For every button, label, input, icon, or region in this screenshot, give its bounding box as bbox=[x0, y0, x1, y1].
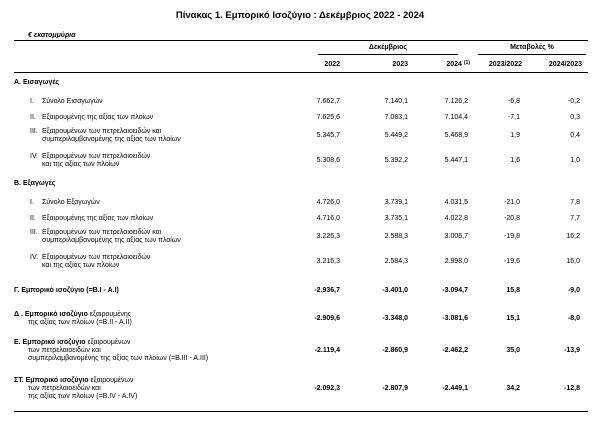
column-header-2024 bbox=[420, 61, 470, 68]
row-label: III. Εξαιρουμένων των πετρελαιοειδών και bbox=[30, 229, 162, 236]
col-2024-footnote: (1) bbox=[463, 60, 470, 66]
cell-2023: 7.083,1 bbox=[384, 114, 408, 121]
cell-2023: 3.739,1 bbox=[384, 199, 408, 206]
balance-label: Γ. Εμπορικό ισοζύγιο (=B.I - A.I) bbox=[14, 287, 119, 294]
cell-chg2: 7,7 bbox=[570, 215, 580, 222]
cell-2024: 4.031,5 bbox=[444, 199, 468, 206]
row-label-line2: και της αξίας των πλοίων bbox=[42, 161, 120, 168]
cell-2024: 7.104,4 bbox=[444, 114, 468, 121]
cell-chg2: 0,4 bbox=[570, 132, 580, 139]
cell-2022: 3.226,3 bbox=[316, 233, 340, 240]
cell-2022: 4.716,0 bbox=[316, 215, 340, 222]
section-exports: Β. Εξαγωγές bbox=[14, 180, 56, 187]
cell-2023: 2.588,3 bbox=[384, 233, 408, 240]
header-bottom-rule bbox=[14, 72, 588, 73]
section-imports: Α. Εισαγωγές bbox=[14, 79, 60, 86]
column-header-2023: 2023 bbox=[392, 61, 408, 68]
column-header-chg2: 2024/2023 bbox=[548, 61, 582, 68]
december-underline bbox=[318, 54, 458, 55]
cell-chg2: -13,9 bbox=[564, 347, 580, 354]
changes-underline bbox=[478, 54, 586, 55]
table-title: Πίνακας 1. Εμπορικό Ισοζύγιο : Δεκέμβριος 2022 - 2024 bbox=[175, 10, 425, 21]
balance-label-line2: των πετρελαιοειδών και bbox=[28, 385, 101, 392]
row-label: I. Σύνολο Εξαγωγών bbox=[30, 199, 100, 206]
cell-chg1: -19,6 bbox=[504, 258, 520, 265]
cell-chg2: 16,0 bbox=[566, 258, 580, 265]
cell-2024: -2.462,2 bbox=[442, 347, 468, 354]
cell-chg2: -12,8 bbox=[564, 385, 580, 392]
cell-2023: 3.735,1 bbox=[384, 215, 408, 222]
row-label: IV. Εξαιρουμένων των πετρελαιοειδών bbox=[30, 153, 151, 160]
cell-2024: 5.468,9 bbox=[444, 132, 468, 139]
cell-2022: -2.909,6 bbox=[314, 315, 340, 322]
cell-chg2: -8,0 bbox=[567, 315, 580, 322]
cell-2023: -2.860,9 bbox=[382, 347, 408, 354]
cell-2023: 2.584,3 bbox=[384, 258, 408, 265]
cell-chg1: 1,9 bbox=[510, 132, 520, 139]
column-header-chg1: 2023/2022 bbox=[488, 61, 522, 68]
cell-2022: -2.936,7 bbox=[314, 287, 340, 294]
column-header-2022: 2022 bbox=[324, 61, 340, 68]
cell-2024: 4.022,8 bbox=[444, 215, 468, 222]
cell-2024: -2.449,1 bbox=[442, 385, 468, 392]
cell-2022: 7.625,6 bbox=[316, 114, 340, 121]
cell-chg1: -19,8 bbox=[504, 233, 520, 240]
balance-label-line3: της αξίας των πλοίων (=B.IV - A.IV) bbox=[28, 393, 138, 400]
cell-chg1: 35,0 bbox=[506, 347, 520, 354]
row-label: I. Σύνολο Εισαγωγών bbox=[30, 98, 103, 105]
cell-chg1: 15,8 bbox=[506, 287, 520, 294]
row-label-line2: συμπεριλαμβανομένης της αξίας των πλοίων bbox=[42, 237, 181, 244]
cell-2022: -2.119,4 bbox=[314, 347, 340, 354]
cell-2023: 5.449,2 bbox=[384, 132, 408, 139]
balance-label-line2: των πετρελαιοειδών και bbox=[28, 347, 101, 354]
row-label: III. Εξαιρουμένων των πετρελαιοειδών και bbox=[30, 128, 162, 135]
cell-2022: 5.308,6 bbox=[316, 157, 340, 164]
cell-chg1: -7,1 bbox=[507, 114, 520, 121]
cell-chg2: 7,8 bbox=[570, 199, 580, 206]
balance-label: Ε. Εμπορικό ισοζύγιο εξαιρουμένων bbox=[14, 339, 131, 346]
row-label: II. Εξαιρουμένης της αξίας των πλοίων bbox=[30, 215, 154, 222]
cell-2022: 7.662,7 bbox=[316, 98, 340, 105]
cell-2024: 5.447,1 bbox=[444, 157, 468, 164]
cell-2022: -2.092,3 bbox=[314, 385, 340, 392]
header-group-changes: Μεταβολές % bbox=[510, 44, 554, 51]
cell-2023: 7.140,1 bbox=[384, 98, 408, 105]
balance-label: Δ . Εμπορικό ισοζύγιο εξαιρουμένης bbox=[14, 311, 132, 318]
cell-2023: 5.392,2 bbox=[384, 157, 408, 164]
cell-chg2: 0,3 bbox=[570, 114, 580, 121]
header-top-rule bbox=[14, 40, 588, 41]
cell-chg1: -21,0 bbox=[504, 199, 520, 206]
cell-2023: -3.401,0 bbox=[382, 287, 408, 294]
cell-chg2: -9,0 bbox=[567, 287, 580, 294]
cell-chg2: 16,2 bbox=[566, 233, 580, 240]
header-group-december: Δεκέμβριος bbox=[368, 44, 408, 51]
cell-chg2: 1,0 bbox=[570, 157, 580, 164]
balance-label-line2: της αξίας των πλοίων (=B.II - A.II) bbox=[28, 319, 132, 326]
cell-chg1: -6,8 bbox=[507, 98, 520, 105]
cell-2023: -2.807,9 bbox=[382, 385, 408, 392]
cell-2024: 3.006,7 bbox=[444, 233, 468, 240]
row-label: IV. Εξαιρουμένων των πετρελαιοειδών bbox=[30, 254, 151, 261]
table-bottom-rule bbox=[14, 411, 588, 412]
balance-label: ΣΤ. Εμπορικό ισοζύγιο εξαιρουμένων bbox=[14, 377, 134, 384]
row-label-line2: και της αξίας των πλοίων bbox=[42, 262, 120, 269]
cell-2023: -3.348,0 bbox=[382, 315, 408, 322]
cell-chg2: -0,2 bbox=[567, 98, 580, 105]
cell-2022: 3.216,3 bbox=[316, 258, 340, 265]
cell-chg1: -20,8 bbox=[504, 215, 520, 222]
cell-chg1: 1,6 bbox=[510, 157, 520, 164]
cell-2024: -3.081,6 bbox=[442, 315, 468, 322]
unit-label: € εκατομμύρια bbox=[28, 32, 76, 39]
cell-2024: -3.094,7 bbox=[442, 287, 468, 294]
col-2024-year: 2024 bbox=[446, 61, 462, 68]
balance-label-line3: συμπεριλαμβανομένης της αξίας των πλοίων (=B.III - A.III) bbox=[28, 355, 209, 362]
row-label: II. Εξαιρουμένης της αξίας των πλοίων bbox=[30, 114, 154, 121]
cell-2024: 2.998,0 bbox=[444, 258, 468, 265]
cell-2022: 5.345,7 bbox=[316, 132, 340, 139]
row-label-line2: συμπεριλαμβανομένης της αξίας των πλοίων bbox=[42, 136, 181, 143]
cell-chg1: 15,1 bbox=[506, 315, 520, 322]
cell-2024: 7.126,2 bbox=[444, 98, 468, 105]
cell-chg1: 34,2 bbox=[506, 385, 520, 392]
cell-2022: 4.726,0 bbox=[316, 199, 340, 206]
